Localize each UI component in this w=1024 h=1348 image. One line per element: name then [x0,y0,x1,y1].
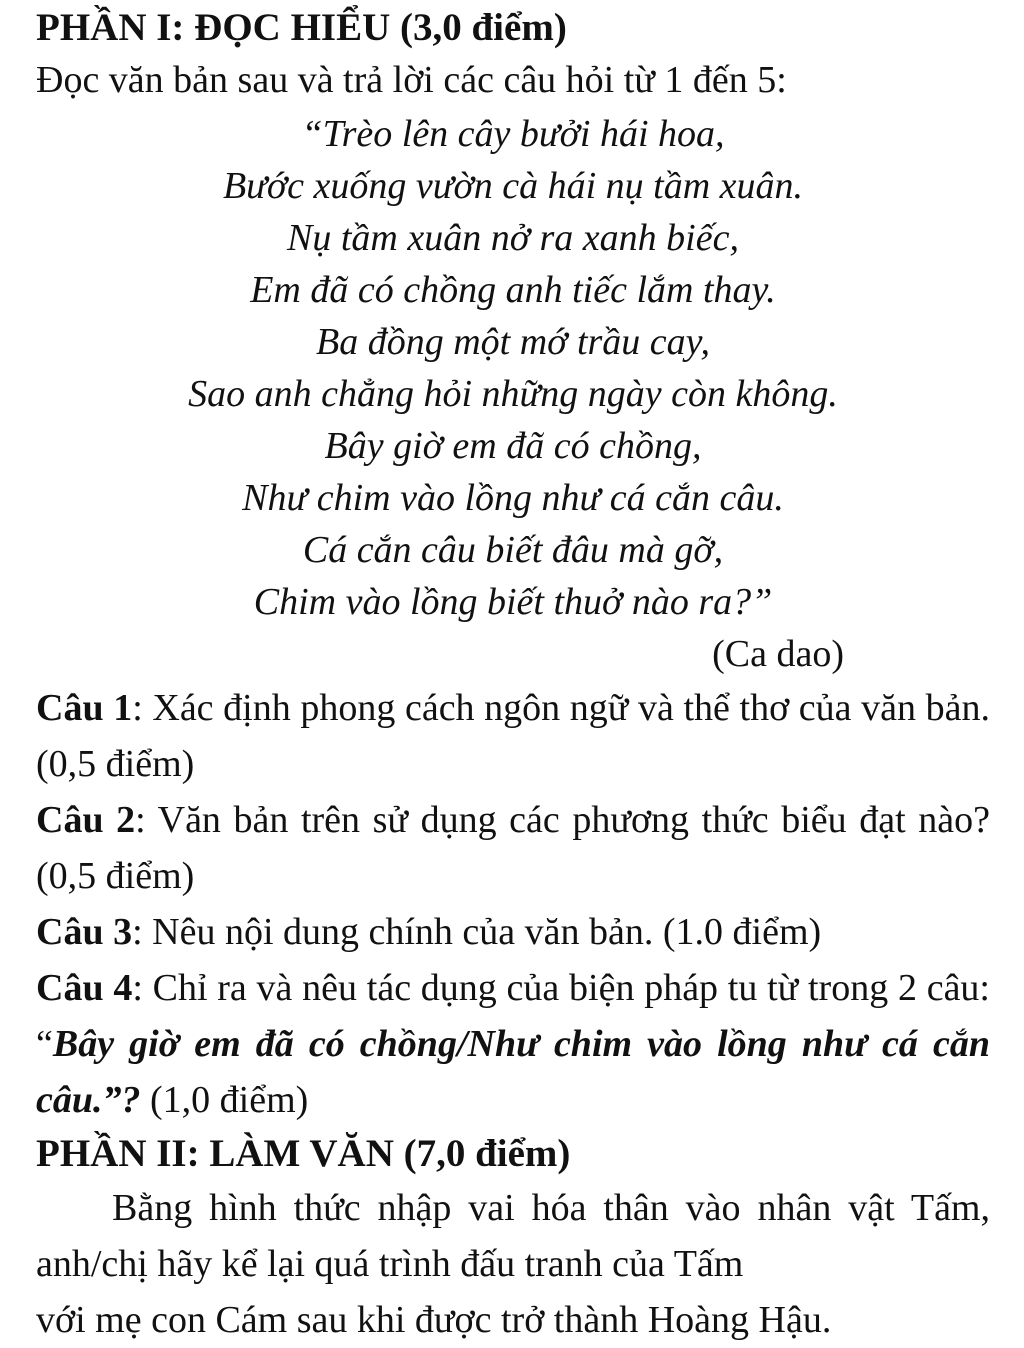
part2-heading: PHẦN II: LÀM VĂN (7,0 điểm) [36,1132,571,1175]
poem-line: Bây giờ em đã có chồng, [324,425,702,467]
poem-line: Chim vào lồng biết thuở nào ra?” [253,581,773,623]
question-1 [36,680,990,792]
question-points: (1,0 điểm) [140,1079,309,1121]
question-4 [36,960,990,1128]
question-label: Câu 1 [36,687,133,729]
poem-line: Bước xuống vườn cà hái nụ tầm xuân. [222,165,804,207]
question-text: : Chỉ ra và nêu tác dụng của biện pháp tu từ trong 2 câu: “ [36,967,990,1065]
reading-instruction: Đọc văn bản sau và trả lời các câu hỏi từ 1 đến 5: [36,59,787,101]
poem [36,108,990,628]
question-text: : Văn bản trên sử dụng các phương thức biểu đạt nào? (0,5 điểm) [36,799,990,897]
essay-prompt-end: với mẹ con Cám sau khi được trở thành Hoàng Hậu. [36,1299,832,1341]
poem-line: “Trèo lên cây bưởi hái hoa, [301,113,725,155]
poem-line: Như chim vào lồng như cá cắn câu. [242,477,784,519]
question-label: Câu 2 [36,799,136,841]
question-3 [36,904,990,960]
poem-source: (Ca dao) [712,633,844,675]
poem-line: Sao anh chẳng hỏi những ngày còn không. [188,373,838,415]
poem-line: Ba đồng một mớ trầu cay, [316,321,710,363]
part1-heading: PHẦN I: ĐỌC HIỂU (3,0 điểm) [36,6,567,49]
question-label: Câu 3 [36,911,133,953]
question-text: : Nêu nội dung chính của văn bản. (1.0 điểm) [132,911,822,953]
poem-line: Cá cắn câu biết đâu mà gỡ, [302,529,724,571]
poem-line: Em đã có chồng anh tiếc lắm thay. [250,269,776,311]
poem-line: Nụ tầm xuân nở ra xanh biếc, [287,217,739,259]
question-2 [36,792,990,904]
question-label: Câu 4 [36,967,133,1009]
quoted-verse: Bây giờ em đã có chồng/Như chim vào lồng như cá cắn câu.”? [36,1023,990,1121]
question-text: : Xác định phong cách ngôn ngữ và thể thơ của văn bản. (0,5 điểm) [36,687,990,785]
essay-prompt: Bằng hình thức nhập vai hóa thân vào nhân vật Tấm, anh/chị hãy kể lại quá trình đấu tranh của Tấm [36,1187,990,1285]
